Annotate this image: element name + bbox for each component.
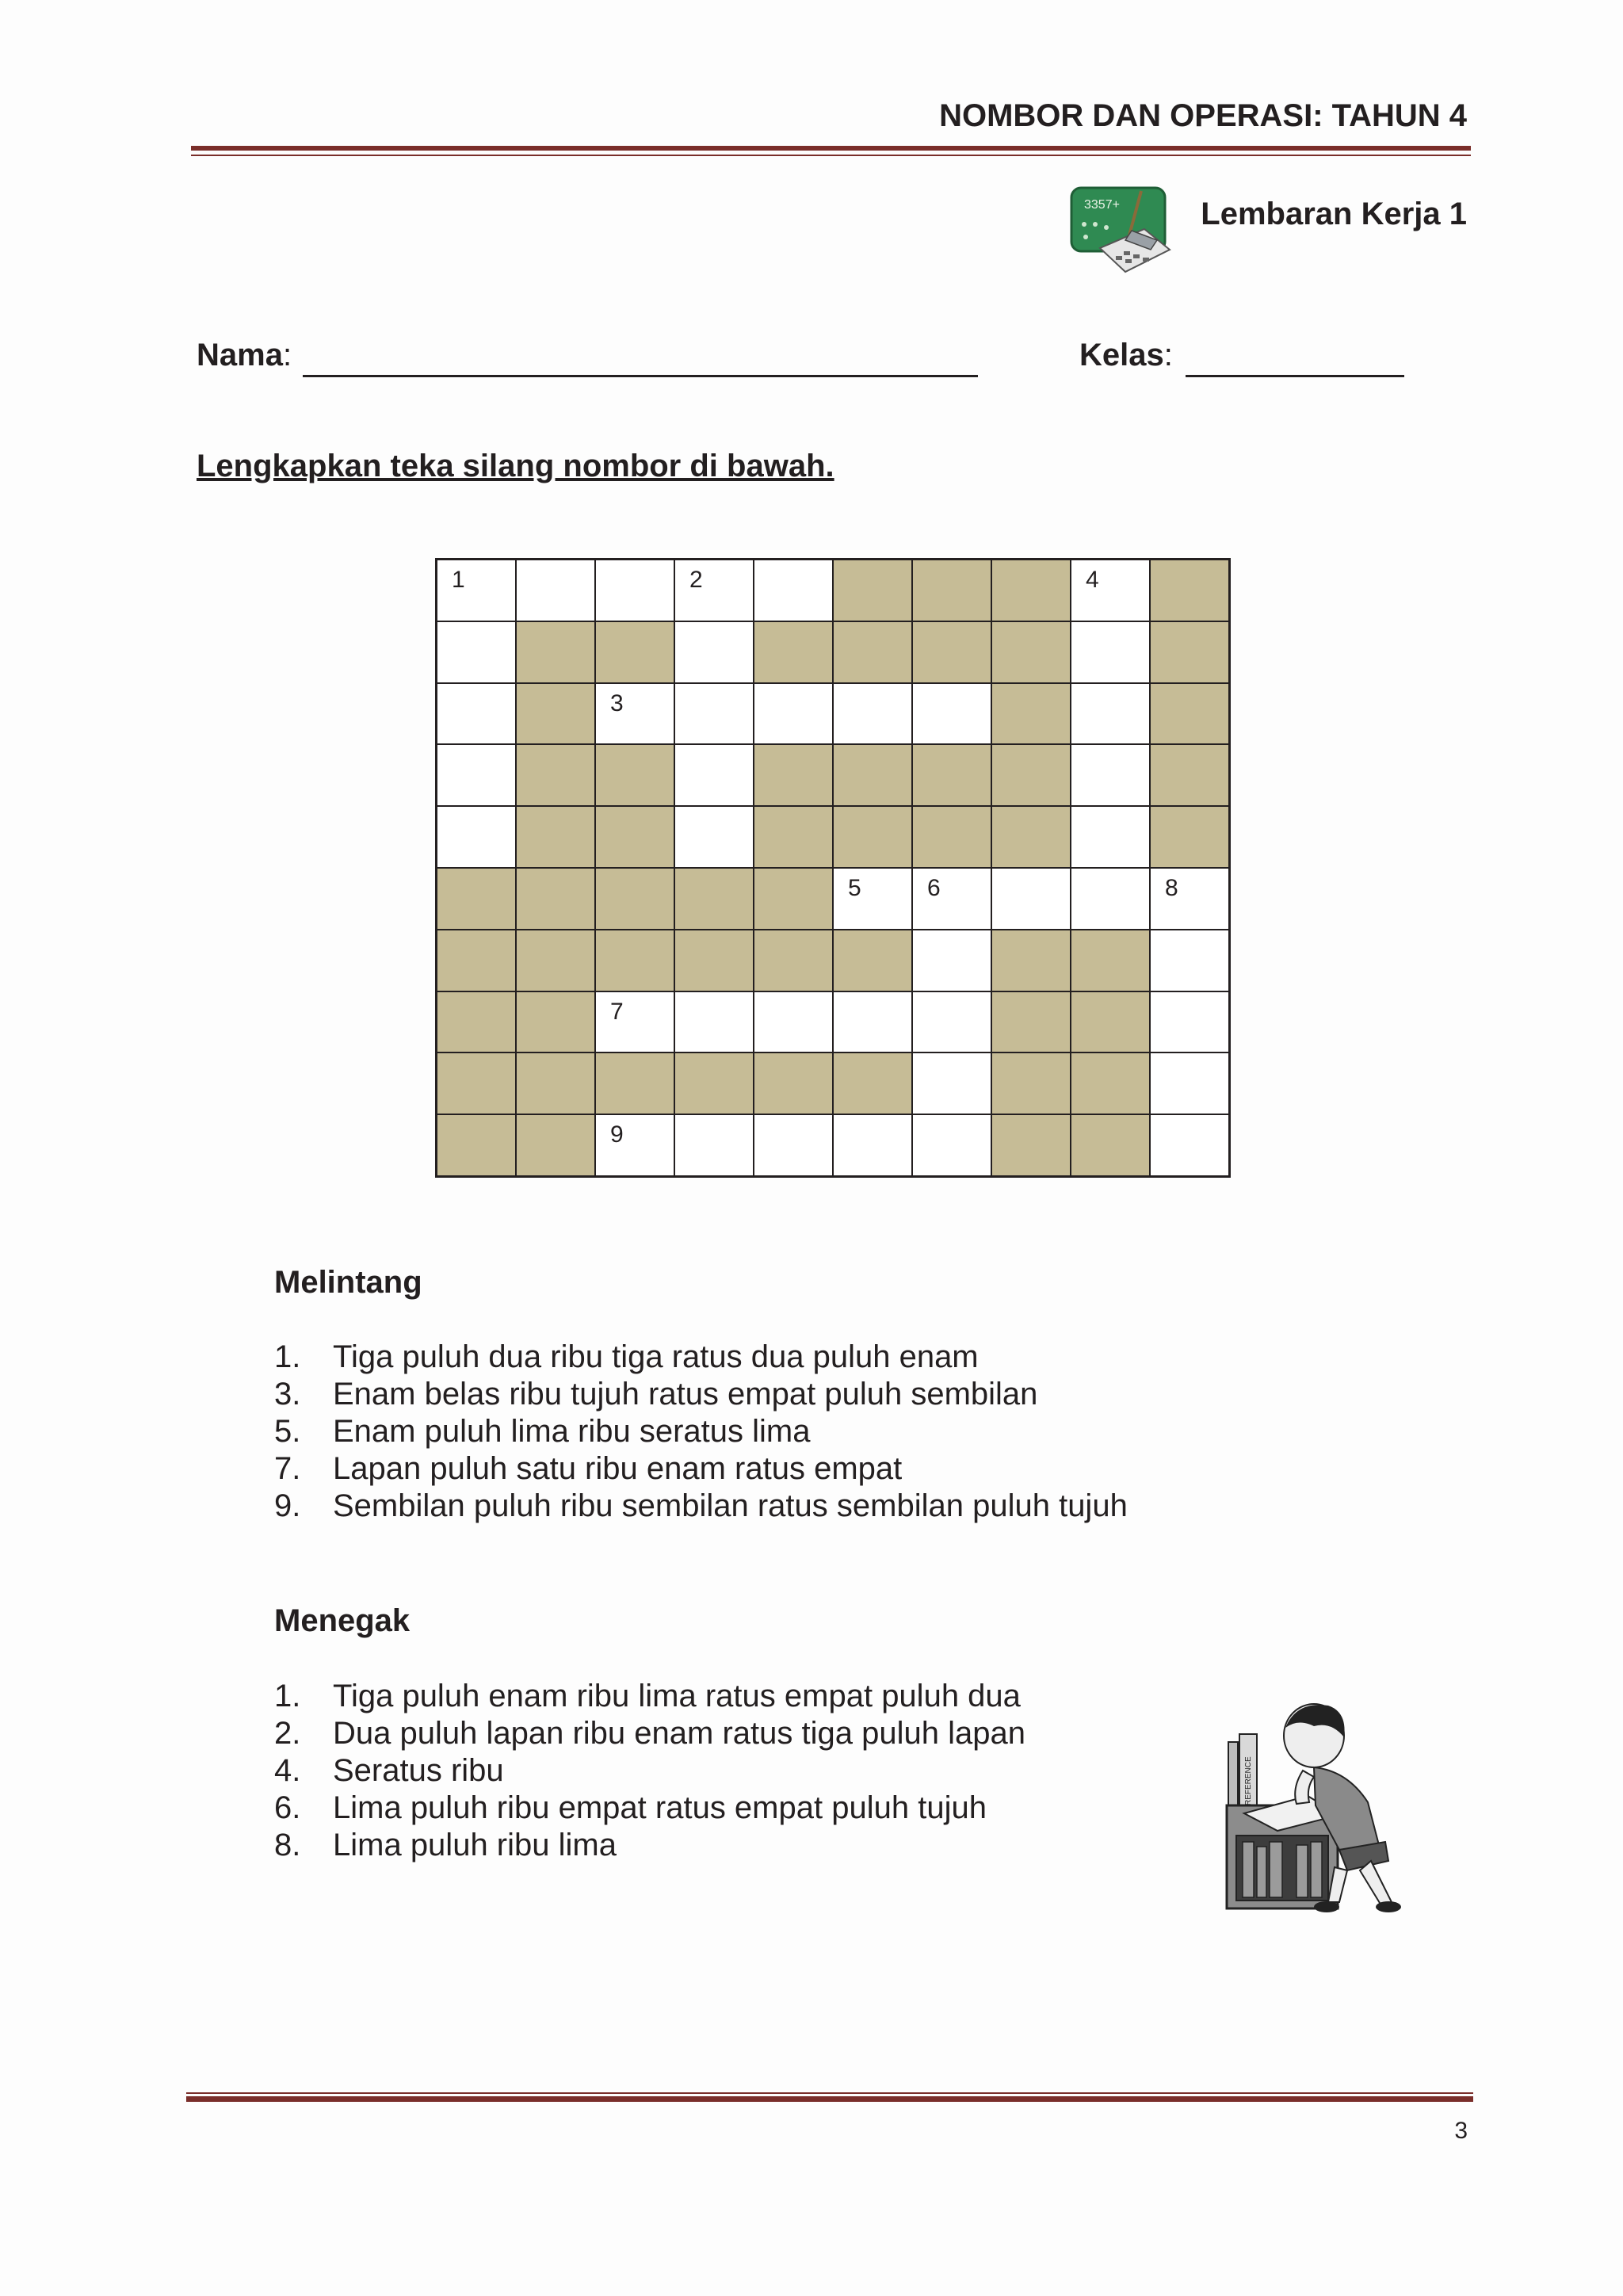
crossword-block-cell — [1071, 1114, 1150, 1176]
crossword-answer-cell[interactable] — [437, 560, 516, 621]
page-number: 3 — [1454, 2118, 1468, 2144]
across-heading: Melintang — [274, 1265, 422, 1300]
across-clue: 1. Tiga puluh dua ribu tiga ratus dua puluh enam — [274, 1339, 979, 1374]
crossword-block-cell — [912, 621, 991, 683]
crossword-block-cell — [516, 621, 595, 683]
class-field[interactable] — [1186, 375, 1404, 377]
crossword-answer-cell[interactable] — [437, 683, 516, 745]
crossword-answer-cell[interactable] — [674, 1114, 754, 1176]
crossword-block-cell — [595, 868, 674, 930]
crossword-answer-cell[interactable] — [1150, 930, 1229, 991]
crossword-answer-cell[interactable] — [516, 560, 595, 621]
calculator-chalkboard-icon — [1068, 185, 1176, 280]
clue-number: 4 — [1086, 567, 1099, 593]
crossword-block-cell — [595, 1052, 674, 1114]
crossword-block-cell — [833, 744, 912, 806]
crossword-block-cell — [595, 621, 674, 683]
crossword-block-cell — [912, 744, 991, 806]
boy-reading-at-bookshelf-icon — [1220, 1694, 1419, 1916]
crossword-block-cell — [991, 991, 1071, 1053]
crossword-block-cell — [516, 991, 595, 1053]
crossword-answer-cell[interactable] — [1071, 560, 1150, 621]
crossword-answer-cell[interactable] — [912, 991, 991, 1053]
crossword-answer-cell[interactable] — [674, 806, 754, 868]
crossword-block-cell — [991, 1114, 1071, 1176]
crossword-block-cell — [516, 868, 595, 930]
crossword-answer-cell[interactable] — [674, 744, 754, 806]
crossword-block-cell — [833, 930, 912, 991]
crossword-block-cell — [991, 930, 1071, 991]
crossword-block-cell — [674, 868, 754, 930]
crossword-block-cell — [1150, 744, 1229, 806]
down-clue: 4. Seratus ribu — [274, 1753, 504, 1788]
crossword-answer-cell[interactable] — [833, 683, 912, 745]
crossword-block-cell — [754, 621, 833, 683]
footer-rule-thin — [186, 2092, 1473, 2094]
crossword-block-cell — [437, 1114, 516, 1176]
crossword-block-cell — [674, 930, 754, 991]
crossword-block-cell — [754, 1052, 833, 1114]
crossword-block-cell — [1071, 991, 1150, 1053]
crossword-answer-cell[interactable] — [1150, 1052, 1229, 1114]
crossword-block-cell — [516, 1114, 595, 1176]
header-rule — [191, 146, 1471, 151]
crossword-block-cell — [437, 1052, 516, 1114]
crossword-answer-cell[interactable] — [833, 868, 912, 930]
crossword-block-cell — [595, 930, 674, 991]
crossword-block-cell — [595, 744, 674, 806]
clue-number: 2 — [689, 567, 703, 593]
crossword-answer-cell[interactable] — [1150, 991, 1229, 1053]
crossword-block-cell — [1150, 560, 1229, 621]
crossword-answer-cell[interactable] — [437, 621, 516, 683]
crossword-block-cell — [833, 806, 912, 868]
header-title: NOMBOR DAN OPERASI: TAHUN 4 — [939, 98, 1467, 133]
crossword-answer-cell[interactable] — [674, 683, 754, 745]
clue-number: 9 — [610, 1121, 624, 1148]
crossword-answer-cell[interactable] — [991, 868, 1071, 930]
crossword-answer-cell[interactable] — [674, 560, 754, 621]
crossword-block-cell — [754, 806, 833, 868]
clue-number: 5 — [848, 874, 861, 901]
crossword-block-cell — [991, 806, 1071, 868]
header-rule-thin — [191, 155, 1471, 156]
clue-number: 3 — [610, 690, 624, 716]
crossword-block-cell — [991, 560, 1071, 621]
crossword-answer-cell[interactable] — [1150, 1114, 1229, 1176]
across-clue: 5. Enam puluh lima ribu seratus lima — [274, 1414, 811, 1449]
crossword-block-cell — [912, 806, 991, 868]
crossword-block-cell — [991, 683, 1071, 745]
crossword-block-cell — [1071, 1052, 1150, 1114]
book-spine-text: REFERENCE — [1244, 1756, 1253, 1805]
logo-board-text: 3357+ — [1084, 198, 1120, 212]
crossword-answer-cell[interactable] — [674, 991, 754, 1053]
crossword-block-cell — [833, 1052, 912, 1114]
name-label: Nama: — [197, 338, 292, 372]
clue-number: 8 — [1165, 874, 1178, 901]
crossword-block-cell — [516, 744, 595, 806]
crossword-block-cell — [595, 806, 674, 868]
crossword-block-cell — [1071, 930, 1150, 991]
crossword-block-cell — [437, 991, 516, 1053]
crossword-answer-cell[interactable] — [754, 1114, 833, 1176]
crossword-block-cell — [754, 744, 833, 806]
down-clue: 2. Dua puluh lapan ribu enam ratus tiga puluh lapan — [274, 1716, 1025, 1751]
crossword-answer-cell[interactable] — [833, 1114, 912, 1176]
worksheet-title: Lembaran Kerja 1 — [1201, 197, 1467, 231]
crossword-answer-cell[interactable] — [912, 1114, 991, 1176]
crossword-block-cell — [1150, 683, 1229, 745]
crossword-block-cell — [516, 683, 595, 745]
crossword-answer-cell[interactable] — [595, 560, 674, 621]
crossword-block-cell — [754, 868, 833, 930]
crossword-block-cell — [516, 1052, 595, 1114]
clue-number: 1 — [452, 567, 465, 593]
crossword-block-cell — [991, 621, 1071, 683]
crossword-answer-cell[interactable] — [437, 806, 516, 868]
crossword-block-cell — [437, 868, 516, 930]
crossword-answer-cell[interactable] — [912, 930, 991, 991]
across-clue: 9. Sembilan puluh ribu sembilan ratus sembilan puluh tujuh — [274, 1488, 1128, 1523]
crossword-block-cell — [437, 930, 516, 991]
crossword-answer-cell[interactable] — [754, 560, 833, 621]
across-clue-list — [274, 1339, 1128, 1526]
crossword-grid — [435, 558, 1231, 1178]
down-clue: 6. Lima puluh ribu empat ratus empat puluh tujuh — [274, 1790, 987, 1825]
class-label: Kelas: — [1079, 338, 1173, 372]
crossword-answer-cell[interactable] — [912, 683, 991, 745]
crossword-answer-cell[interactable] — [1150, 868, 1229, 930]
clue-number: 7 — [610, 998, 624, 1025]
crossword-block-cell — [991, 744, 1071, 806]
crossword-block-cell — [674, 1052, 754, 1114]
crossword-block-cell — [1150, 806, 1229, 868]
name-field[interactable] — [303, 375, 978, 377]
crossword-block-cell — [912, 560, 991, 621]
down-clue-list — [274, 1679, 1025, 1865]
crossword-block-cell — [1150, 621, 1229, 683]
crossword-answer-cell[interactable] — [595, 683, 674, 745]
crossword-block-cell — [516, 806, 595, 868]
crossword-answer-cell[interactable] — [912, 868, 991, 930]
crossword-answer-cell[interactable] — [595, 1114, 674, 1176]
crossword-answer-cell[interactable] — [912, 1052, 991, 1114]
across-clue: 7. Lapan puluh satu ribu enam ratus empat — [274, 1451, 903, 1486]
down-clue: 1. Tiga puluh enam ribu lima ratus empat puluh dua — [274, 1679, 1021, 1713]
down-clue: 8. Lima puluh ribu lima — [274, 1828, 617, 1862]
crossword-block-cell — [516, 930, 595, 991]
crossword-answer-cell[interactable] — [674, 621, 754, 683]
crossword-block-cell — [833, 560, 912, 621]
instruction: Lengkapkan teka silang nombor di bawah. — [197, 449, 834, 483]
crossword-block-cell — [991, 1052, 1071, 1114]
crossword-answer-cell[interactable] — [1071, 683, 1150, 745]
crossword-answer-cell[interactable] — [833, 991, 912, 1053]
crossword-answer-cell[interactable] — [754, 683, 833, 745]
crossword-block-cell — [754, 930, 833, 991]
crossword-answer-cell[interactable] — [1071, 744, 1150, 806]
footer-rule — [186, 2096, 1473, 2102]
crossword-answer-cell[interactable] — [437, 744, 516, 806]
crossword-answer-cell[interactable] — [1071, 806, 1150, 868]
crossword-block-cell — [833, 621, 912, 683]
across-clue: 3. Enam belas ribu tujuh ratus empat puluh sembilan — [274, 1377, 1038, 1412]
clue-number: 6 — [927, 874, 941, 901]
crossword-answer-cell[interactable] — [1071, 868, 1150, 930]
crossword-answer-cell[interactable] — [1071, 621, 1150, 683]
crossword-answer-cell[interactable] — [595, 991, 674, 1053]
crossword-answer-cell[interactable] — [754, 991, 833, 1053]
down-heading: Menegak — [274, 1603, 411, 1638]
